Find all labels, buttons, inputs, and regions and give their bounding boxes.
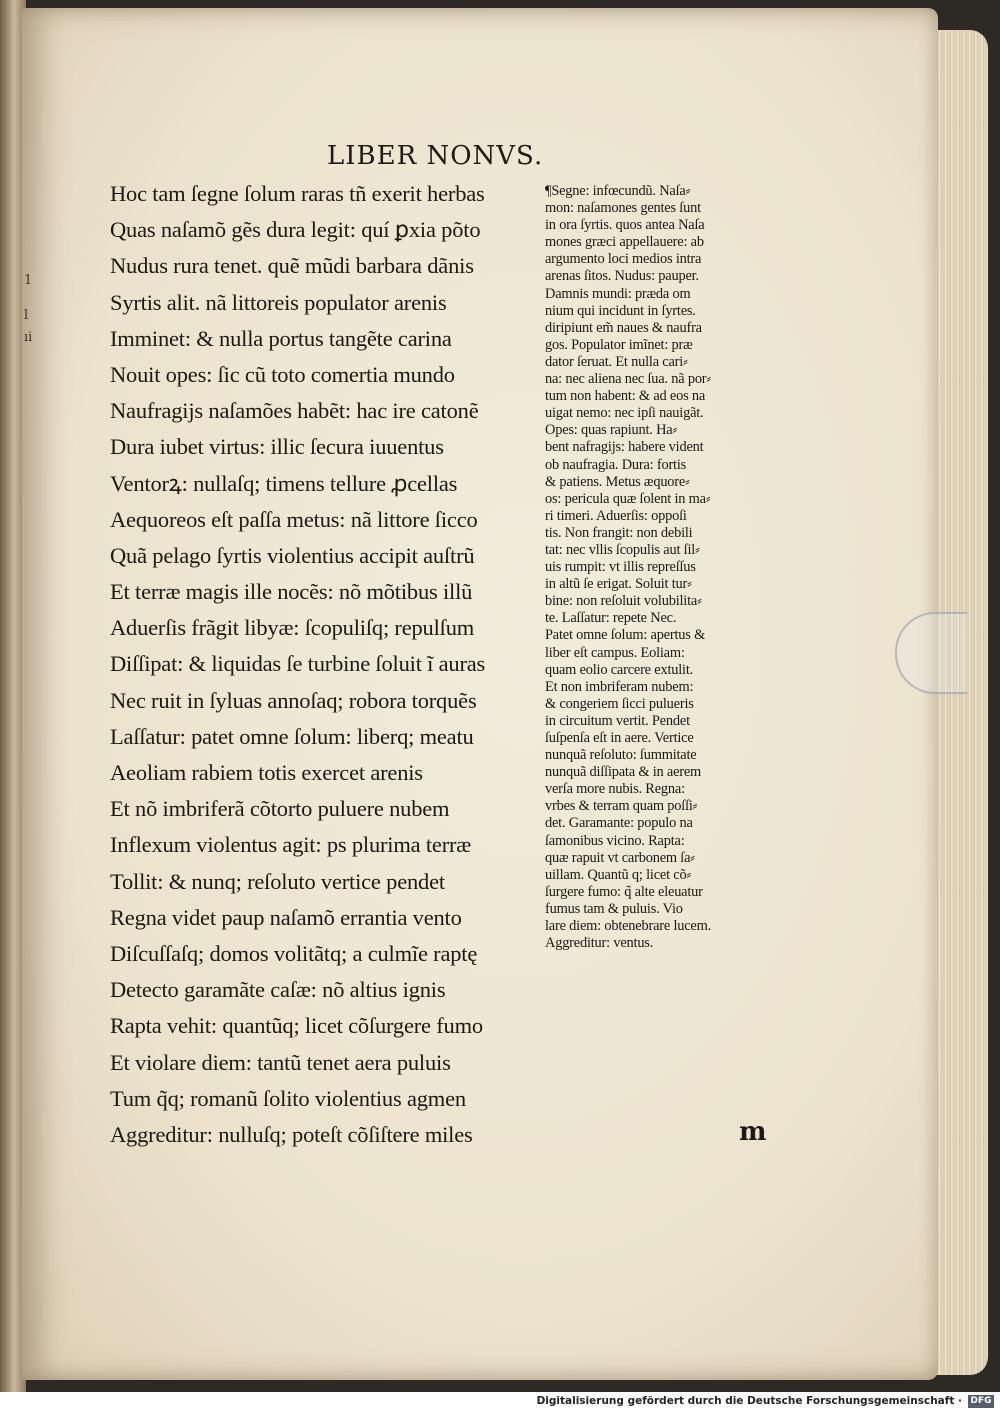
book-page: [22, 8, 938, 1380]
verse-line: Inflexum violentus agit: ps plurima terræ: [110, 832, 472, 858]
commentary-line: fumus tam & puluis. Vio: [545, 900, 683, 917]
verse-line: Quas naſamõ gẽs dura legit: quí ꝑxia põto: [110, 217, 481, 243]
commentary-line: in altũ ſe erigat. Soluit tur⸗: [545, 576, 692, 593]
commentary-line: diripiunt em̃ naues & naufra: [545, 319, 702, 336]
verse-line: Tollit: & nunq; reſoluto vertice pendet: [110, 868, 445, 894]
verse-line: Quã pelago ſyrtis violentius accipit auſtrũ: [110, 542, 475, 568]
verse-line: Diſcuſſaſq; domos volitãtq; a culmĩe raptę: [110, 940, 478, 966]
verse-line: Naufragijs naſamões habẽt: hac ire catonẽ: [110, 398, 479, 424]
commentary-line: dator ſeruat. Et nulla cari⸗: [545, 353, 688, 370]
commentary-line: in ora ſyrtis. quos antea Naſa: [545, 217, 705, 234]
commentary-line: tum non habent: & ad eos na: [545, 388, 706, 405]
commentary-line: Opes: quas rapiunt. Ha⸗: [545, 422, 678, 439]
commentary-line: Damnis mundi: præda om: [545, 285, 691, 302]
commentary-line: na: nec aliena nec ſua. nã por⸗: [545, 371, 711, 388]
verse-line: Ventorꝝ: nullaſq; timens tellure ꝓcellas: [110, 470, 458, 496]
commentary-line: verſa more nubis. Regna:: [545, 781, 685, 798]
commentary-line: tat: nec vllis ſcopulis aut ſil⸗: [545, 541, 700, 558]
verse-line: Imminet: & nulla portus tangẽte carina: [110, 325, 452, 351]
commentary-line: nium qui incidunt in ſyrtes.: [545, 302, 696, 319]
verse-line: Aduerſis frãgit libyæ: ſcopuliſq; repulſum: [110, 615, 475, 641]
gutter-fragment: l: [24, 308, 29, 323]
footer-credit: Digitalisierung gefördert durch die Deutsche Forschungsgemeinschaft ·: [536, 1395, 962, 1407]
verse-line: Nec ruit in ſyluas annoſaq; robora torquẽs: [110, 687, 477, 713]
commentary-line: vrbes & terram quam poſſi⸗: [545, 798, 698, 815]
commentary-line: ſamonibus vicino. Rapta:: [545, 832, 685, 849]
verse-line: Et nõ imbriferã cõtorto puluere nubem: [110, 796, 450, 822]
commentary-line: bent nafragijs: habere vident: [545, 439, 704, 456]
commentary-line: uillam. Quantũ q; licet cõ⸗: [545, 866, 692, 883]
commentary-line: lare diem: obtenebrare lucem.: [545, 918, 712, 935]
verse-line: Diſſipat: & liquidas ſe turbine ſoluit ĩ auras: [110, 651, 486, 677]
verse-line: Aequoreos eſt paſſa metus: nã littore ſicco: [110, 506, 478, 532]
commentary-line: bine: non reſoluit volubilita⸗: [545, 593, 702, 610]
commentary-line: Patet omne ſolum: apertus &: [545, 627, 706, 644]
commentary-line: liber eſt campus. Eoliam:: [545, 644, 685, 661]
commentary-line: arenas ſitos. Nudus: pauper.: [545, 268, 699, 285]
verse-line: Laſſatur: patet omne ſolum: liberq; meatu: [110, 723, 474, 749]
verse-line: Tum q̃q; romanũ ſolito violentius agmen: [110, 1085, 466, 1111]
verse-column: [110, 176, 550, 1153]
verse-line: Nudus rura tenet. quẽ mũdi barbara dãnis: [110, 253, 474, 279]
verse-line: Et terræ magis ille nocẽs: nõ mõtibus illũ: [110, 579, 473, 605]
verse-line: Rapta vehit: quantũq; licet cõſurgere fumo: [110, 1013, 483, 1039]
page-clip: [895, 612, 967, 694]
commentary-line: quam eolio carcere extulit.: [545, 661, 694, 678]
commentary-line: tis. Non frangit: non debili: [545, 524, 693, 541]
gutter-fragment: 1: [24, 273, 33, 288]
dfg-logo: DFG: [968, 1395, 994, 1408]
commentary-line: te. Laſſatur: repete Nec.: [545, 610, 677, 627]
running-head: LIBER NONVS.: [327, 141, 544, 171]
commentary-line: Aggreditur: ventus.: [545, 935, 654, 952]
commentary-line: ¶Segne: infœcundũ. Naſa⸗: [545, 183, 691, 199]
verse-line: Et violare diem: tantũ tenet aera puluis: [110, 1049, 451, 1075]
verse-line: Nouit opes: ſic cũ toto comertia mundo: [110, 361, 455, 387]
verse-line: Syrtis alit. nã littoreis populator arenis: [110, 289, 447, 315]
commentary-line: in circuitum vertit. Pendet: [545, 712, 690, 729]
commentary-line: ſuſpenſa eſt in aere. Vertice: [545, 730, 694, 746]
verse-line: Detecto garamãte caſæ: nõ altius ignis: [110, 977, 446, 1003]
commentary-line: & congeriem ſicci pulueris: [545, 695, 694, 712]
commentary-line: & patiens. Metus æquore⸗: [545, 473, 690, 490]
commentary-line: ſurgere fumo: q̃ alte eleuatur: [545, 883, 703, 900]
commentary-line: gos. Populator imĩnet: præ: [545, 336, 693, 353]
verse-line: Regna videt paup naſamõ errantia vento: [110, 904, 462, 930]
verse-line: Hoc tam ſegne ſolum raras tñ exerit herbas: [110, 181, 485, 206]
commentary-line: nunquã diſſipata & in aerem: [545, 764, 702, 781]
commentary-line: mones græci appellauere: ab: [545, 234, 704, 251]
commentary-line: uigat nemo: nec ipſi nauigãt.: [545, 405, 704, 422]
signature-mark: m: [739, 1117, 767, 1147]
commentary-line: quæ rapuit vt carbonem ſa⸗: [545, 849, 695, 866]
gutter-fragment: ıi: [24, 330, 33, 345]
verse-line: Aeoliam rabiem totis exercet arenis: [110, 760, 423, 785]
commentary-line: nunquã reſoluto: ſummitate: [545, 747, 697, 764]
commentary-line: det. Garamante: populo na: [545, 815, 693, 832]
verse-line: Aggreditur: nulluſq; poteſt cõſiſtere miles: [110, 1121, 473, 1147]
verse-line: Dura iubet virtus: illic ſecura iuuentus: [110, 434, 444, 460]
commentary-line: uis rumpit: vt illis repreſſus: [545, 559, 696, 576]
commentary-column: [545, 183, 795, 952]
footer-bar: [0, 1392, 1000, 1412]
commentary-line: mon: naſamones gentes ſunt: [545, 200, 701, 217]
commentary-line: Et non imbriferam nubem:: [545, 678, 694, 695]
commentary-line: ri timeri. Aduerſis: oppoſi: [545, 507, 687, 524]
commentary-line: ob naufragia. Dura: fortis: [545, 456, 687, 473]
commentary-line: argumento loci medios intra: [545, 251, 702, 268]
commentary-line: os: pericula quæ ſolent in ma⸗: [545, 490, 711, 507]
